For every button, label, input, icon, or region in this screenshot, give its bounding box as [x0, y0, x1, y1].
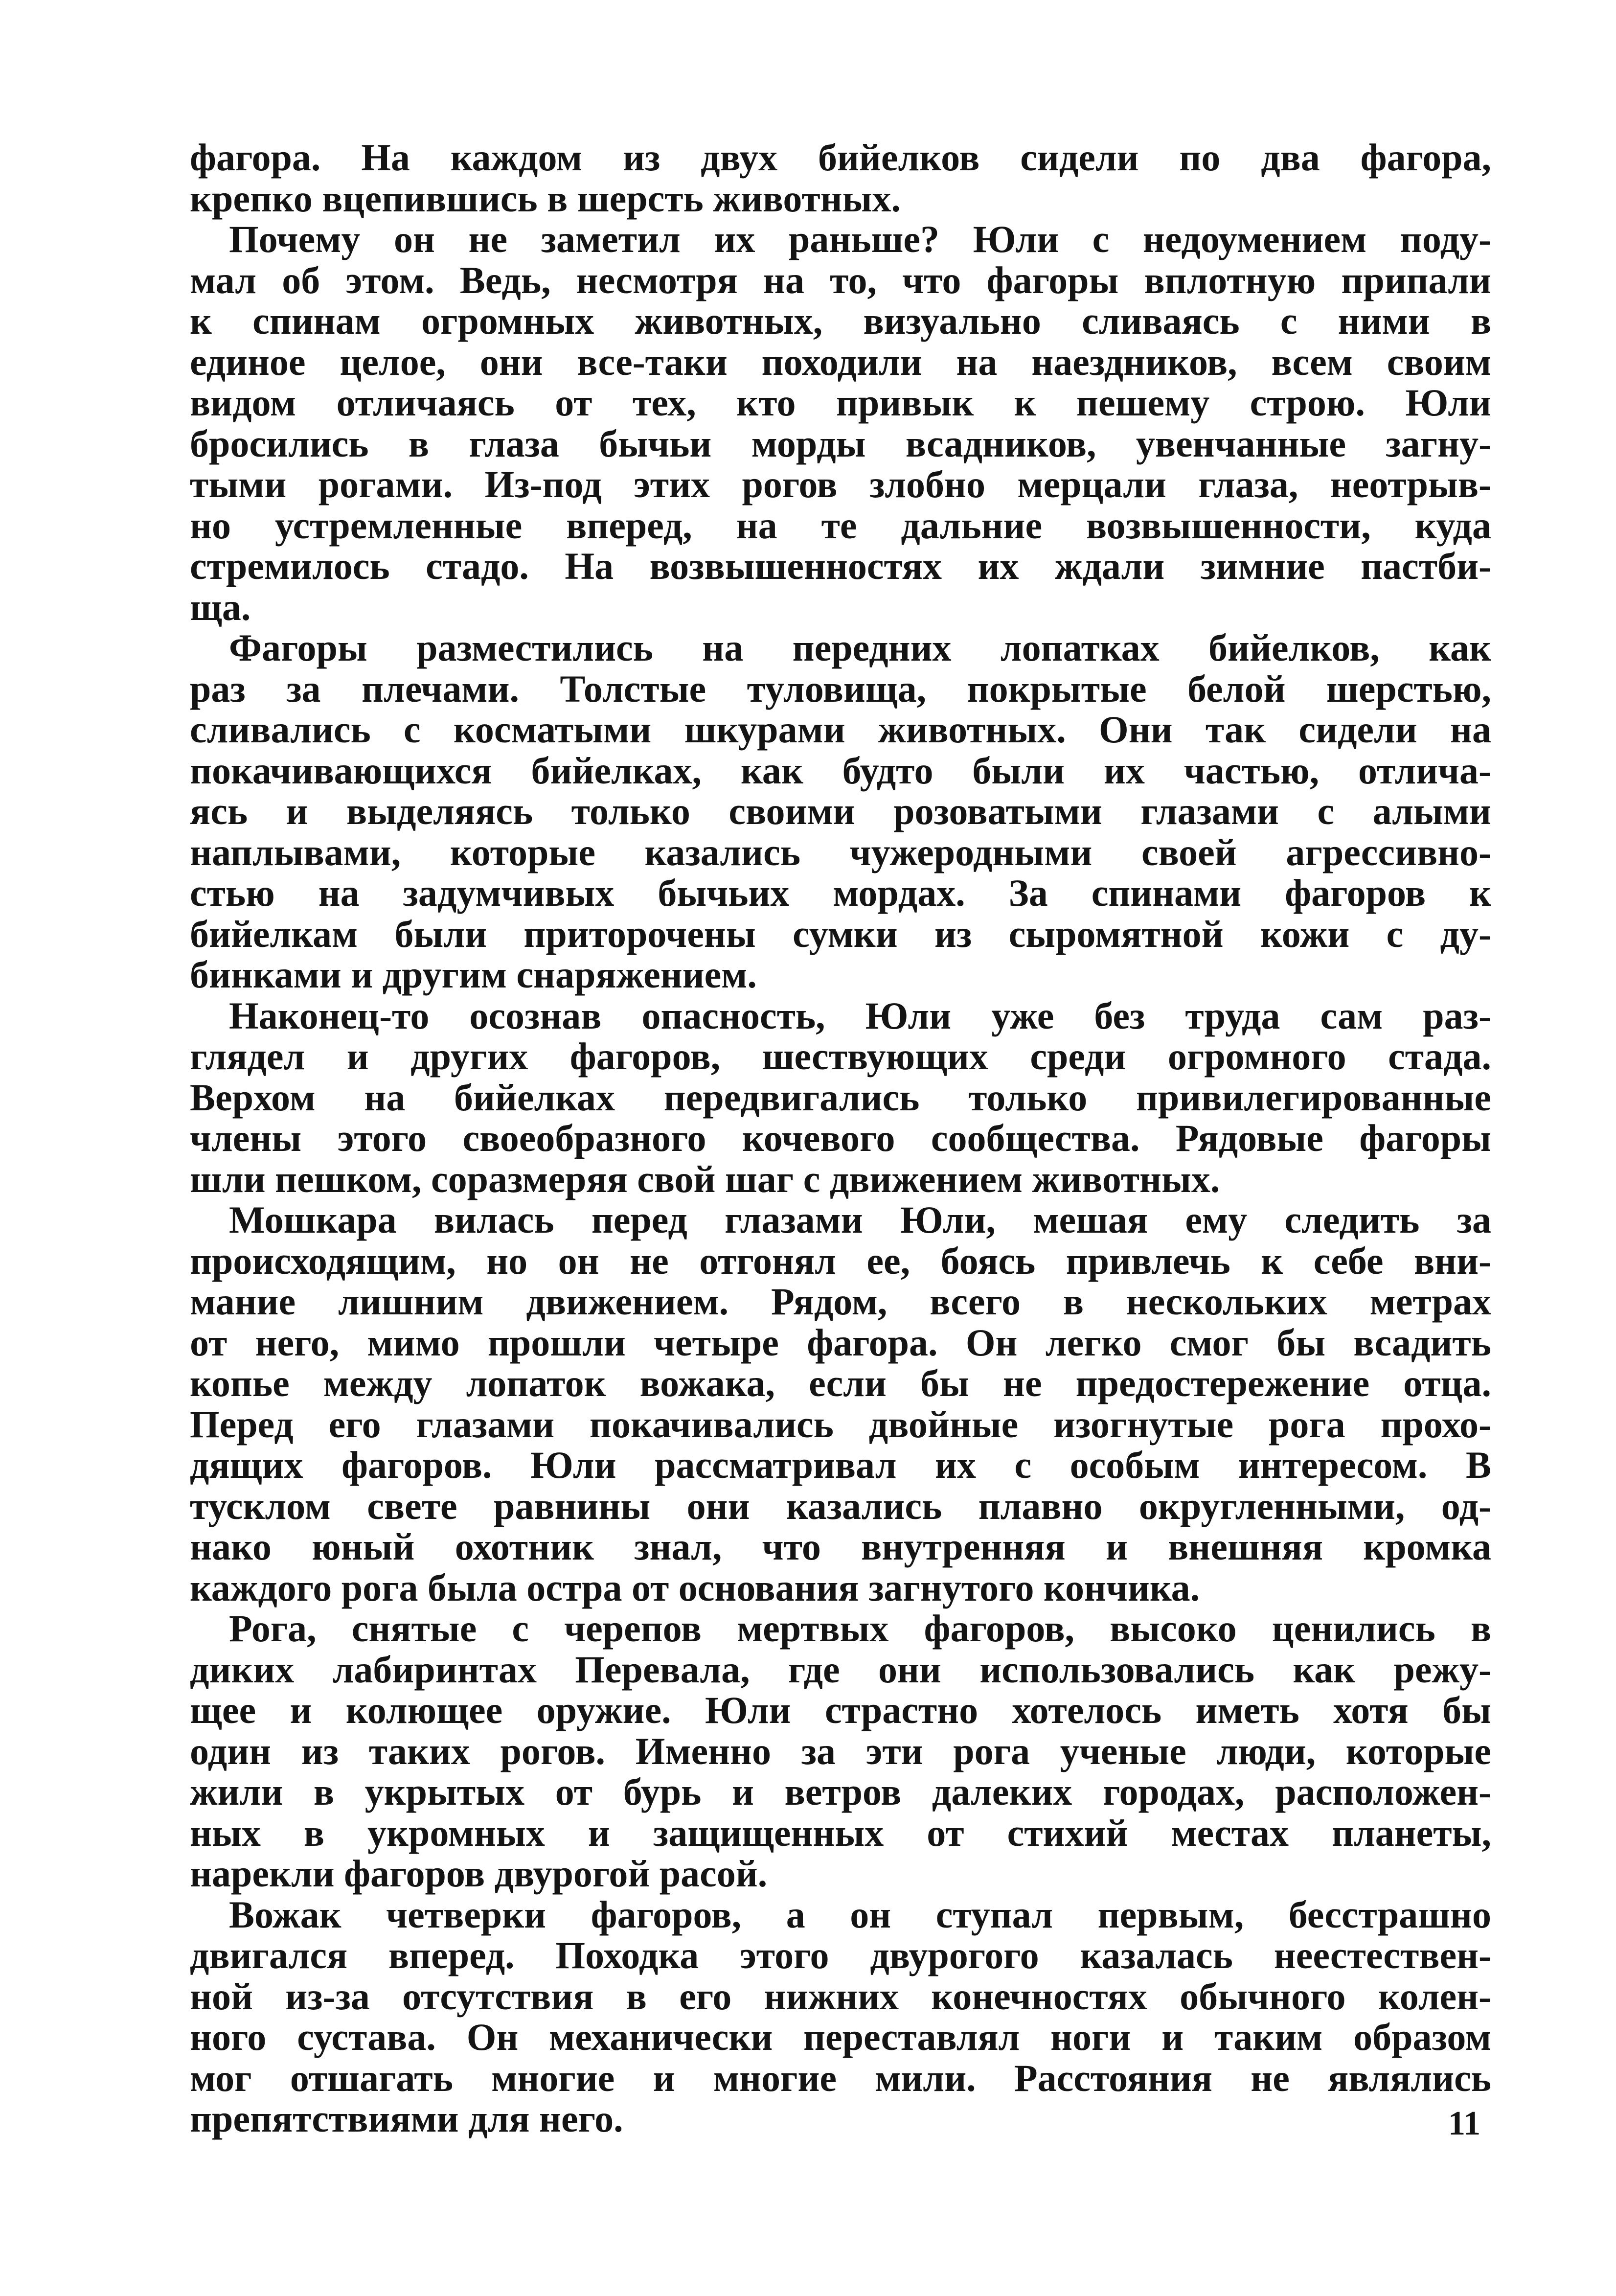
text-line: Фагоры разместились на передних лопатках бийелков, как: [229, 626, 1491, 669]
text-line: щее и колющее оружие. Юли страстно хотелось иметь хотя бы: [190, 1689, 1491, 1731]
text-line: ной из-за отсутствия в его нижних конечностях обычного колен-: [190, 1975, 1491, 2018]
text-line: ных в укромных и защищенных от стихий местах планеты,: [190, 1811, 1491, 1854]
text-line: тыми рогами. Из-под этих рогов злобно мерцали глаза, неотрыв-: [190, 463, 1491, 505]
text-line: происходящим, но он не отгонял ее, боясь привлечь к себе вни-: [190, 1239, 1491, 1282]
text-line: дящих фагоров. Юли рассматривал их с особым интересом. В: [190, 1444, 1491, 1486]
paragraph: [190, 219, 1491, 627]
text-line: Мошкара вилась перед глазами Юли, мешая ему следить за: [229, 1198, 1491, 1241]
text-line: Рога, снятые с черепов мертвых фагоров, высоко ценились в: [229, 1607, 1491, 1650]
paragraph: [190, 1894, 1491, 2139]
text-line: двигался вперед. Походка этого двурогого казалась неестествен-: [190, 1934, 1491, 1976]
text-line: тусклом свете равнины они казались плавно округленными, од-: [190, 1484, 1491, 1527]
text-line: Верхом на бийелках передвигались только привилегированные: [190, 1076, 1491, 1119]
text-line: препятствиями для него.: [190, 2097, 623, 2140]
text-line: мал об этом. Ведь, несмотря на то, что фагоры вплотную припали: [190, 258, 1491, 301]
text-line: Почему он не заметил их раньше? Юли с недоумением поду-: [229, 218, 1491, 260]
text-line: жили в укрытых от бурь и ветров далеких городах, расположен-: [190, 1770, 1491, 1813]
text-line: Перед его глазами покачивались двойные изогнутые рога прохо-: [190, 1402, 1491, 1446]
text-line: фагора. На каждом из двух бийелков сидели по два фагора,: [190, 136, 1491, 179]
text-line: наплывами, которые казались чужеродными своей агрессивно-: [190, 830, 1491, 873]
text-line: копье между лопаток вожака, если бы не предостережение отца.: [190, 1362, 1491, 1404]
text-line: ясь и выделяясь только своими розоватыми глазами с алыми: [190, 790, 1491, 832]
text-line: каждого рога была остра от основания загнутого кончика.: [190, 1566, 1200, 1609]
text-line: глядел и других фагоров, шествующих среди огромного стада.: [190, 1035, 1491, 1078]
text-line: раз за плечами. Толстые туловища, покрытые белой шерстью,: [190, 667, 1491, 710]
text-line: от него, мимо прошли четыре фагора. Он легко смог бы всадить: [190, 1321, 1491, 1364]
text-line: видом отличаясь от тех, кто привык к пешему строю. Юли: [190, 381, 1491, 424]
text-line: нарекли фагоров двурогой расой.: [190, 1852, 768, 1895]
paragraph: [190, 627, 1491, 995]
text-line: покачивающихся бийелках, как будто были их частью, отлича-: [190, 749, 1491, 792]
paragraph: [190, 1199, 1491, 1608]
text-line: ного сустава. Он механически переставлял ноги и таким образом: [190, 2016, 1491, 2058]
paragraph: [190, 137, 1491, 219]
text-line: единое целое, они все-таки походили на наездников, всем своим: [190, 340, 1491, 383]
text-line: к спинам огромных животных, визуально сливаясь с ними в: [190, 299, 1491, 342]
text-line: нако юный охотник знал, что внутренняя и внешняя кромка: [190, 1525, 1491, 1568]
text-line: бийелкам были приторочены сумки из сыромятной кожи с ду-: [190, 912, 1491, 955]
text-line: диких лабиринтах Перевала, где они использовались как режу-: [190, 1648, 1491, 1691]
text-line: бросились в глаза бычьи морды всадников, увенчанные загну-: [190, 422, 1491, 465]
text-line: сливались с косматыми шкурами животных. Они так сидели на: [190, 708, 1491, 751]
paragraph: [190, 1608, 1491, 1894]
text-line: ща.: [190, 585, 251, 628]
text-line: члены этого своеобразного кочевого сообщества. Рядовые фагоры: [190, 1117, 1491, 1159]
page-number: 11: [1448, 2105, 1481, 2142]
text-line: стремилось стадо. На возвышенностях их ждали зимние пастби-: [190, 545, 1491, 587]
text-line: но устремленные вперед, на те дальние возвышенности, куда: [190, 504, 1491, 547]
text-line: один из таких рогов. Именно за эти рога ученые люди, которые: [190, 1729, 1491, 1772]
text-line: мог отшагать многие и многие мили. Расстояния не являлись: [190, 2056, 1491, 2099]
paragraph: [190, 995, 1491, 1200]
text-line: стью на задумчивых бычьих мордах. За спинами фагоров к: [190, 872, 1491, 914]
text-line: шли пешком, соразмеряя свой шаг с движением животных.: [190, 1157, 1220, 1200]
text-line: мание лишним движением. Рядом, всего в нескольких метрах: [190, 1280, 1491, 1323]
text-line: Вожак четверки фагоров, а он ступал первым, бесстрашно: [229, 1893, 1491, 1936]
text-line: крепко вцепившись в шерсть животных.: [190, 177, 901, 220]
text-line: Наконец-то осознав опасность, Юли уже без труда сам раз-: [229, 994, 1491, 1037]
body-text: [190, 137, 1491, 2139]
text-line: бинками и другим снаряжением.: [190, 953, 757, 996]
